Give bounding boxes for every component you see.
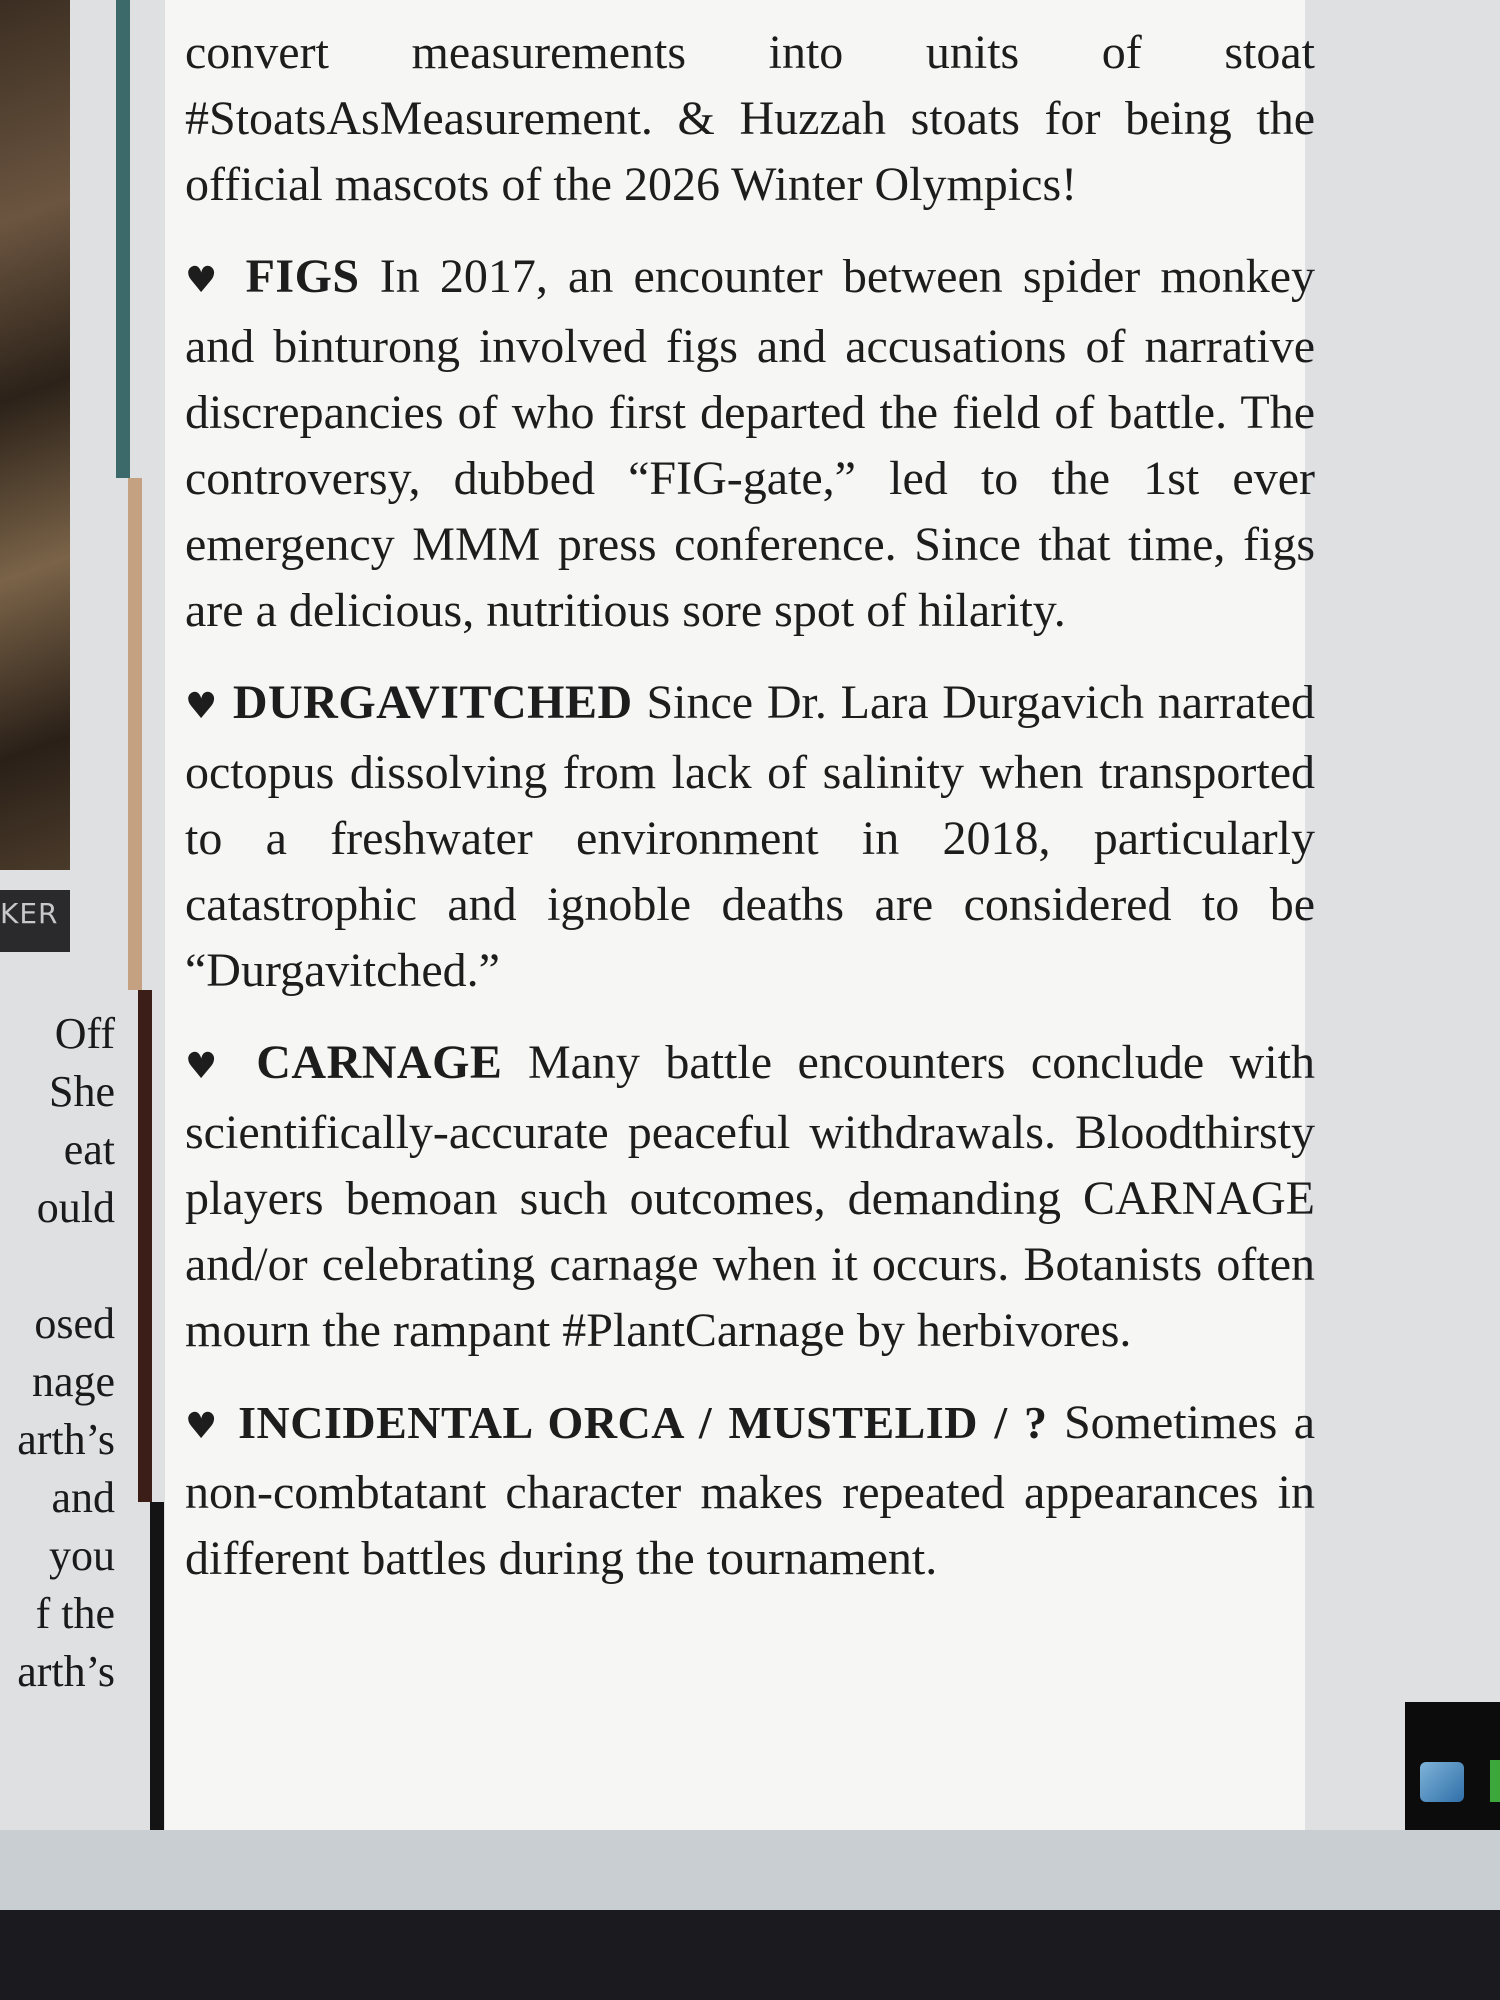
intro-line: being the official mascots of the 2026 Winter bbox=[185, 92, 1315, 211]
entry-figs bbox=[185, 244, 1315, 644]
entry-body: Sometimes a non-combtatant character makes repeated appearances in different battles during the tournament. bbox=[185, 1396, 1316, 1585]
left-line: f the bbox=[35, 1589, 115, 1638]
intro-line: convert measurements into units of stoat bbox=[185, 26, 1315, 79]
divider-brown bbox=[138, 990, 152, 1502]
left-column-text bbox=[0, 1005, 115, 1701]
intro-line: Olympics! bbox=[874, 158, 1078, 211]
entry-body: Since Dr. Lara Durgavich narrated octopus dissolving from lack of salinity when transported to a freshwater environment in 2018, particularly catastrophic and ignoble deaths are considered to be “Durgavitched.” bbox=[185, 676, 1316, 997]
entry-heading: DURGAVITCHED bbox=[232, 676, 633, 729]
entry-body: In 2017, an encounter between spider monkey and binturong involved figs and accusations of narrative discrepancies of who first departed the field of battle. The controversy, dubbed “FIG-gate,” led to the 1st ever emergency MMM press conference. Since that time, figs are a delicious, nutritious sore spot of hilarity. bbox=[185, 250, 1316, 637]
divider-tan bbox=[128, 478, 142, 990]
entry-heading: FIGS bbox=[245, 250, 360, 303]
left-line: arth’s bbox=[17, 1647, 115, 1696]
left-line: eat bbox=[63, 1125, 115, 1174]
heart-icon: ♥ bbox=[185, 260, 226, 301]
left-line: osed bbox=[34, 1299, 115, 1348]
taskbar bbox=[0, 1830, 1500, 1910]
left-line: nage bbox=[31, 1357, 115, 1406]
left-line: you bbox=[49, 1531, 115, 1580]
left-line: She bbox=[49, 1067, 115, 1116]
intro-paragraph bbox=[185, 20, 1315, 218]
entry-incidental bbox=[185, 1390, 1315, 1592]
heart-icon: ♥ bbox=[185, 1406, 222, 1447]
entry-durgavitched bbox=[185, 670, 1315, 1004]
left-line bbox=[0, 1237, 115, 1295]
entry-heading: INCIDENTAL ORCA / MUSTELID / ? bbox=[238, 1397, 1048, 1448]
entry-body: Many battle encounters conclude with scientifically-accurate peaceful withdrawals. Bloodthirsty players bemoan such outcomes, demanding CARNAGE and/or celebrating carnage when it occurs. Botanists often mourn the rampant #PlantCarnage by herbivores. bbox=[185, 1036, 1316, 1357]
left-line: ould bbox=[36, 1183, 115, 1232]
left-line: and bbox=[51, 1473, 115, 1522]
intro-line: #StoatsAsMeasurement. & Huzzah stoats for bbox=[185, 92, 1101, 145]
heart-icon: ♥ bbox=[185, 686, 220, 727]
app-tray-icon[interactable] bbox=[1490, 1760, 1500, 1802]
divider-dark bbox=[150, 1502, 164, 1830]
divider-teal bbox=[116, 0, 130, 478]
network-icon[interactable] bbox=[1420, 1762, 1464, 1802]
article-page bbox=[165, 0, 1316, 1830]
heart-icon: ♥ bbox=[185, 1046, 231, 1087]
entry-heading: CARNAGE bbox=[256, 1036, 503, 1089]
article-content bbox=[185, 20, 1315, 1618]
left-line: Off bbox=[54, 1009, 115, 1058]
left-photo-caption: KER bbox=[0, 897, 59, 930]
entry-carnage bbox=[185, 1030, 1315, 1364]
monitor-bezel bbox=[0, 1910, 1500, 2000]
left-photo bbox=[0, 0, 70, 870]
left-line: arth’s bbox=[17, 1415, 115, 1464]
